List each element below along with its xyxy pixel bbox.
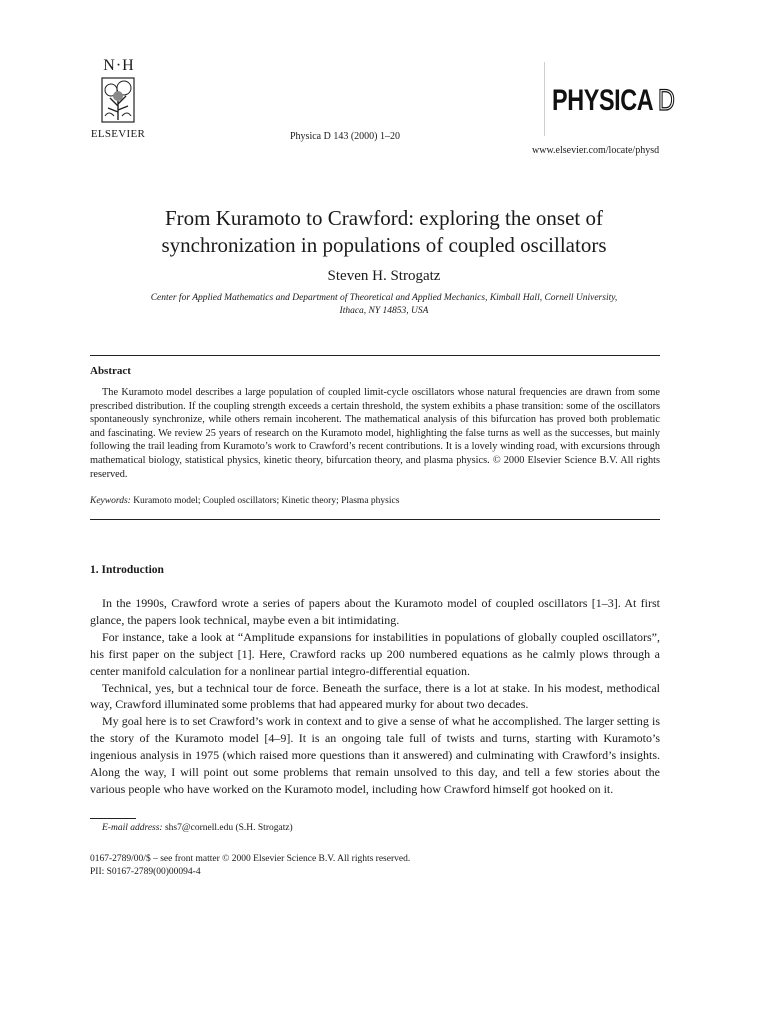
abstract-heading: Abstract xyxy=(90,365,131,377)
keywords-label: Keywords: xyxy=(90,496,131,506)
journal-logo-letter: D xyxy=(657,84,675,117)
email-label: E-mail address: xyxy=(102,823,163,833)
front-matter xyxy=(90,853,410,879)
intro-paragraph-2: For instance, take a look at “Amplitude expansions for instabilities in populations of globally coupled oscillators”, his first paper on the subject [1]. Here, Crawford racks up 200 numbered equations as he calmly plows through a center manifold calculation for a nonlinear partial integro-differential equation. xyxy=(90,629,660,678)
footnote-email xyxy=(102,823,293,833)
journal-reference: Physica D 143 (2000) 1–20 xyxy=(290,131,400,142)
abstract-top-rule xyxy=(90,355,660,356)
journal-logo xyxy=(552,84,674,118)
abstract-bottom-rule xyxy=(90,519,660,520)
journal-url[interactable]: www.elsevier.com/locate/physd xyxy=(532,145,660,156)
title-line-2: synchronization in populations of coupled oscillators xyxy=(161,233,607,257)
affiliation-line-2: Ithaca, NY 14853, USA xyxy=(339,306,429,316)
publisher-monogram: N·H xyxy=(103,57,135,74)
title-line-1: From Kuramoto to Crawford: exploring the onset of xyxy=(164,206,603,230)
keywords-line xyxy=(90,496,399,506)
author-name: Steven H. Strogatz xyxy=(327,268,441,284)
journal-logo-text: PHYSICA xyxy=(552,84,654,117)
keywords-list: Kuramoto model; Coupled oscillators; Kinetic theory; Plasma physics xyxy=(133,496,400,506)
abstract-text: The Kuramoto model describes a large population of coupled limit-cycle oscillators whose natural frequencies are drawn from some prescribed distribution. If the coupling strength exceeds a certain threshold, the system exhibits a phase transition: some of the oscillators spontaneously synchronize, while others remain incoherent. The mathematical analysis of this bifurcation has proved both problematic and fascinating. We review 25 years of research on the Kuramoto model, highlighting the false turns as well as the successes, but mainly following the trail leading from Kuramoto’s work to Crawford’s recent contributions. It is a lovely winding road, with excursions through mathematical biology, statistical physics, kinetic theory, bifurcation theory, and plasma physics. © 2000 Elsevier Science B.V. All rights reserved. xyxy=(90,387,660,480)
intro-paragraph-1: In the 1990s, Crawford wrote a series of papers about the Kuramoto model of coupled oscillators [1–3]. At first glance, the papers look technical, maybe even a bit intimidating. xyxy=(90,596,660,627)
email-value: shs7@cornell.edu (S.H. Strogatz) xyxy=(164,823,293,833)
introduction-body xyxy=(90,595,660,798)
section-heading-introduction: 1. Introduction xyxy=(90,564,164,576)
author-affiliation xyxy=(100,292,668,318)
intro-paragraph-3: Technical, yes, but a technical tour de force. Beneath the surface, there is a lot at stake. In his modest, methodical way, Crawford illuminated some problems that had appeared murky for about two decades. xyxy=(90,680,660,712)
pii-line: PII: S0167-2789(00)00094-4 xyxy=(90,867,201,877)
intro-paragraph-4: My goal here is to set Crawford’s work in context and to give a sense of what he accomplished. The larger setting is the story of the Kuramoto model [4–9]. It is an ongoing tale full of twists and turns, starting with Kuramoto’s ingenious analysis in 1975 (which raised more questions than it answered) and culminating with Crawford’s insights. Along the way, I will point out some problems that remain unsolved to this day, and tell a few stories about the various people who have worked on the Kuramoto model, including how Crawford himself got hooked on it. xyxy=(90,714,660,796)
elsevier-tree-logo-icon xyxy=(99,76,137,126)
front-matter-line-1: 0167-2789/00/$ – see front matter © 2000 Elsevier Science B.V. All rights reserved. xyxy=(90,854,411,864)
article-title xyxy=(100,205,668,259)
footnote-rule xyxy=(90,818,136,819)
affiliation-line-1: Center for Applied Mathematics and Department of Theoretical and Applied Mechanics, Kimball Hall, Cornell University, xyxy=(150,293,618,303)
publisher-name: ELSEVIER xyxy=(90,128,146,140)
